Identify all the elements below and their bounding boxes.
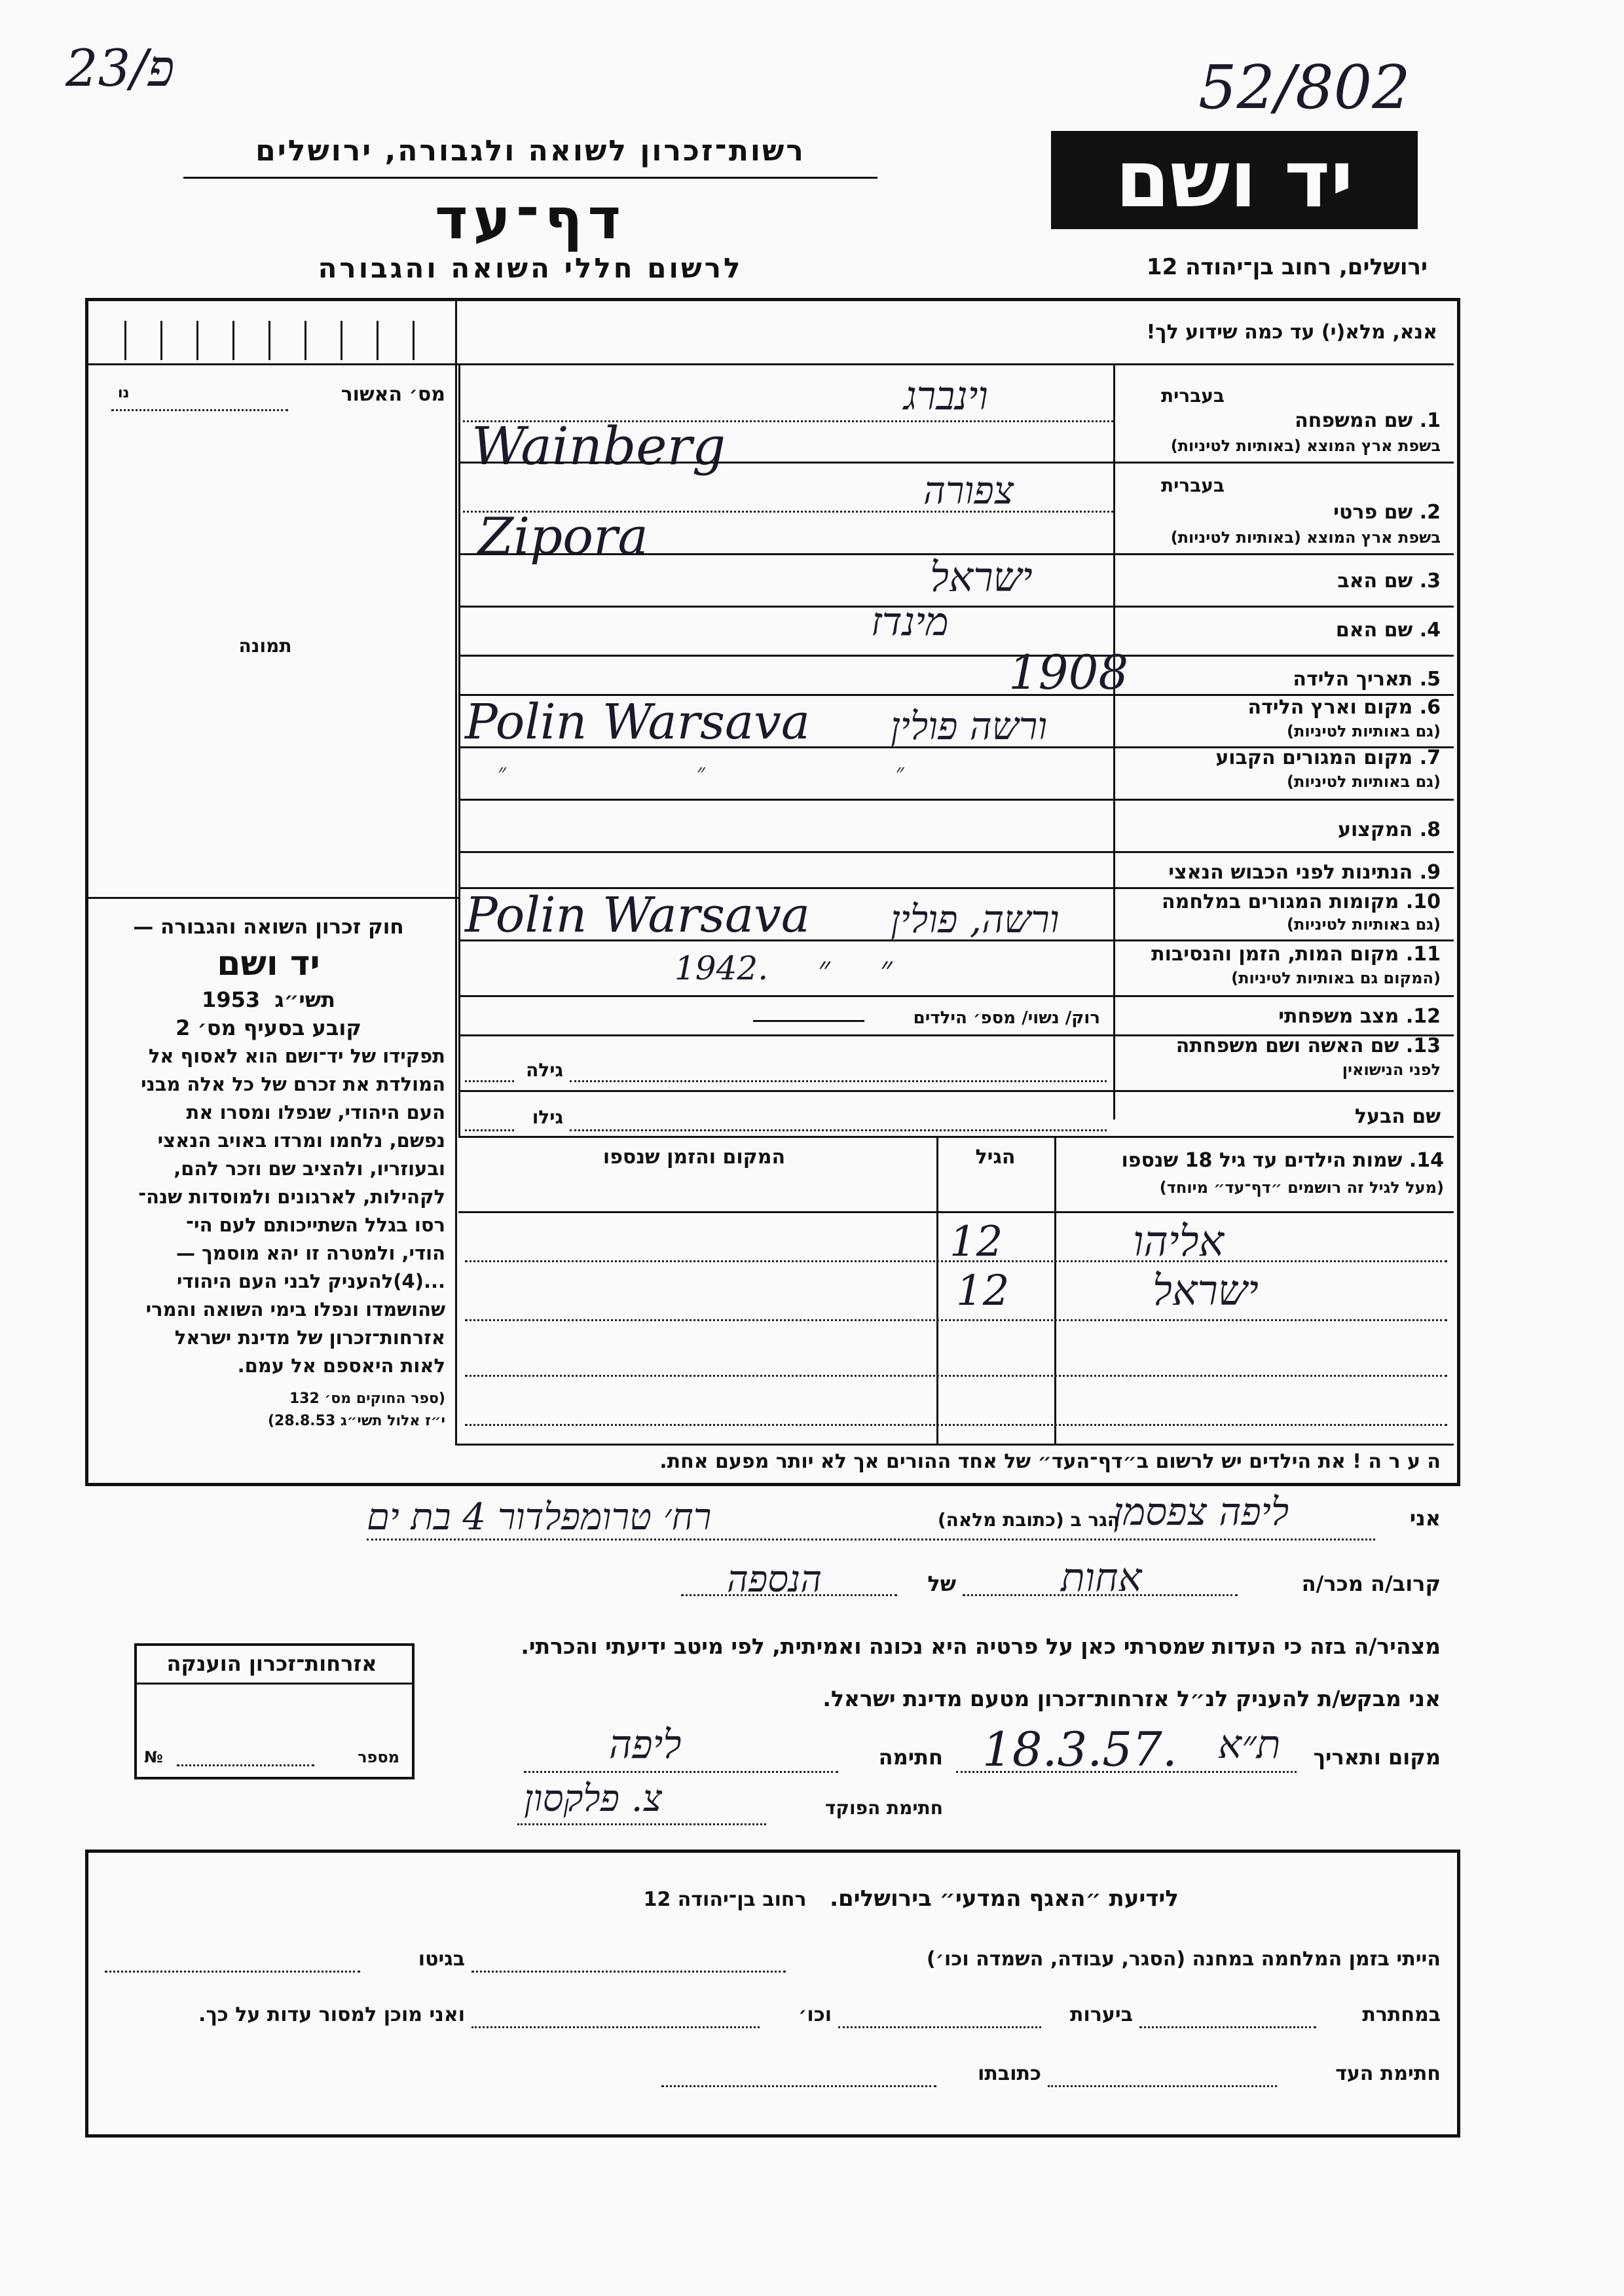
- field-death-sub: (המקום גם באותיות לטיניות): [1231, 969, 1441, 987]
- field-war-residence-label: 10. מקומות המגורים במלחמה: [1162, 890, 1441, 913]
- law-line: המולדת את זכרם של כל אלה מבני: [141, 1073, 445, 1095]
- children-place-header: המקום והזמן שנספו: [602, 1146, 786, 1169]
- of-label: של: [927, 1571, 956, 1596]
- law-line: תפקידו של יד־ושם הוא לאסוף אל: [148, 1045, 445, 1067]
- declarant-name[interactable]: ליפה צפסמן: [1113, 1489, 1289, 1534]
- law-line: ...(4)להעניק לבני העם היהודי: [176, 1270, 445, 1292]
- law-source-date: י״ז אלול תשי״ג 28.8.53): [267, 1413, 445, 1429]
- declarant-address[interactable]: רח׳ טרומפלדור 4 בת ים: [367, 1496, 712, 1539]
- war-residence-latin[interactable]: Polin Warsava: [465, 887, 810, 943]
- form-title: דף־עד: [434, 187, 627, 252]
- citizenship-box-title: אזרחות־זכרון הוענקה: [166, 1651, 377, 1676]
- citizenship-request: אני מבקש/ת להעניק לנ״ל אזרחות־זכרון מטעם מדינת ישראל.: [822, 1686, 1441, 1711]
- field-residence-label: 7. מקום המגורים הקבוע: [1215, 746, 1441, 769]
- photo-column-border: [455, 298, 457, 1444]
- declaration-statement: מצהיר/ה בזה כי העדות שמסרתי כאן על פרטיה היא נכונה ואמיתית, לפי מיטב ידיעתי והכרתי.: [521, 1633, 1441, 1659]
- header-address: ירושלים, רחוב בן־יהודה 12: [1146, 254, 1428, 280]
- hebrew-tag: בעברית: [1160, 475, 1225, 496]
- field-profession-label: 8. המקצוע: [1337, 818, 1441, 841]
- field-death-label: 11. מקום המות, הזמן והנסיבות: [1151, 943, 1441, 966]
- footer-address-label: כתובתו: [978, 2062, 1041, 2085]
- field-first-name-sub: בשפת ארץ המוצא (באותיות לטיניות): [1170, 528, 1441, 547]
- field-war-residence-sub: (גם באותיות לטיניות): [1287, 915, 1441, 934]
- wife-age-label: גילה: [526, 1059, 563, 1081]
- of-name[interactable]: הנספה: [727, 1558, 822, 1601]
- citizenship-number-sign: №: [144, 1748, 163, 1766]
- intro-divider: [458, 363, 1454, 365]
- footer-etc-label: וכו׳: [798, 2003, 832, 2026]
- children-age-header: הגיל: [975, 1146, 1016, 1169]
- field-birth-place-sub: (גם באותיות לטיניות): [1287, 722, 1441, 740]
- signature-label: חתימה: [878, 1745, 943, 1770]
- mother-name[interactable]: מינדז: [871, 599, 949, 645]
- father-name[interactable]: ישראל: [930, 553, 1033, 601]
- footer-underground-label: במחתרת: [1362, 2003, 1441, 2026]
- law-line: הודי, ולמטרה זו יהא מוסמך —: [175, 1242, 445, 1264]
- birth-place-hebrew[interactable]: ורשה פולין: [891, 704, 1048, 748]
- relation-label: קרוב/ה מכר/ה: [1301, 1571, 1441, 1596]
- field-birth-place-label: 6. מקום וארץ הלידה: [1247, 696, 1441, 719]
- field-first-name-label: 2. שם פרטי: [1333, 501, 1441, 524]
- approval-number-suffix: נו: [118, 385, 130, 401]
- field-wife-sub: לפני הנישואין: [1342, 1061, 1441, 1079]
- law-name: יד ושם: [217, 944, 320, 983]
- law-line: העם היהודי, שנפלו ומסרו את: [186, 1101, 445, 1123]
- field-residence-sub: (גם באותיות לטיניות): [1287, 773, 1441, 791]
- birth-place-latin[interactable]: Polin Warsava: [465, 694, 810, 750]
- law-year: תשי״ג 1953: [202, 987, 335, 1012]
- field-mother-label: 4. שם האם: [1335, 619, 1441, 642]
- relation-value[interactable]: אחות: [1061, 1555, 1142, 1601]
- top-left-note: 23/פ: [65, 39, 175, 98]
- children-sub: (מעל לגיל זה רושמים ״דף־עד״ מיוחד): [1159, 1178, 1444, 1197]
- place-value[interactable]: ת״א: [1218, 1722, 1281, 1768]
- yad-vashem-logo: יד ושם: [1051, 131, 1418, 229]
- hebrew-tag: בעברית: [1160, 385, 1225, 407]
- footer-witness-signature-label: חתימת העד: [1335, 2062, 1441, 2085]
- footer-camp-label: הייתי בזמן המלחמה במחנה (הסגר, עבודה, השמדה וכו׳): [927, 1948, 1441, 1971]
- officer-signature-label: חתימת הפוקד: [824, 1797, 943, 1819]
- date-value[interactable]: 18.3.57.: [982, 1722, 1177, 1777]
- citizenship-number-label: מספר: [358, 1748, 399, 1766]
- authority-underline: [183, 177, 877, 179]
- death-details[interactable]: 1942. ״ ״: [674, 949, 893, 987]
- law-source: (ספר החוקים מס׳ 132: [289, 1391, 445, 1407]
- place-date-label: מקום ותאריך: [1313, 1745, 1441, 1770]
- law-line: שהושמדו ונפלו בימי השואה והמרי: [145, 1298, 445, 1321]
- footer-forests-label: ביערות: [1070, 2003, 1133, 2026]
- law-line: נפשם, נלחמו ומרדו באויב הנאצי: [157, 1129, 445, 1152]
- officer-signature[interactable]: צ. פלקסון: [524, 1777, 662, 1820]
- first-name-latin[interactable]: Zipora: [478, 507, 648, 566]
- footer-title: לידיעת ״האגף המדעי״ בירושלים. רחוב בן־יהודה 12: [643, 1886, 1179, 1912]
- form-subtitle: לרשום חללי השואה והגבורה: [318, 252, 743, 284]
- field-marital-label: 12. מצב משפחתי: [1278, 1005, 1441, 1028]
- child-name[interactable]: אליהו: [1133, 1218, 1224, 1266]
- form-intro: אנא, מלא(י) עד כמה שידוע לך!: [1146, 321, 1437, 344]
- child-age[interactable]: 12: [956, 1267, 1010, 1315]
- first-name-hebrew[interactable]: צפורה: [923, 468, 1014, 513]
- field-citizenship-label: 9. הנתינות לפני הכבוש הנאצי: [1168, 861, 1441, 884]
- law-line: רסו בגלל השתייכותם לעם הי־: [186, 1214, 445, 1236]
- field-father-label: 3. שם האב: [1337, 570, 1441, 592]
- law-title: חוק זכרון השואה והגבורה —: [133, 915, 404, 939]
- birth-date[interactable]: 1908: [1008, 645, 1129, 700]
- signature[interactable]: ליפה: [609, 1722, 682, 1768]
- photo-label: תמונה: [238, 635, 292, 657]
- top-right-number: 52/802: [1198, 52, 1411, 122]
- war-residence-hebrew[interactable]: ורשה, פולין: [891, 897, 1060, 941]
- law-line: לקהילות, לארגונים ולמוסדות שנה־: [138, 1186, 445, 1208]
- child-age[interactable]: 12: [950, 1218, 1003, 1266]
- children-note: ה ע ר ה ! את הילדים יש לרשום ב״דף־העד״ של אחד ההורים אך לא יותר מפעם אחת.: [659, 1450, 1441, 1473]
- husband-age-label: גילו: [532, 1106, 563, 1128]
- marital-status-options[interactable]: רוק/ נשוי/ מספ׳ הילדים: [913, 1008, 1100, 1028]
- law-clause: קובע בסעיף מס׳ 2: [175, 1015, 361, 1040]
- declarant-address-label: הגר ב (כתובת מלאה): [937, 1509, 1120, 1531]
- declarant-label: אני: [1409, 1506, 1441, 1531]
- field-family-name-label: 1. שם המשפחה: [1295, 409, 1441, 432]
- field-husband-label: שם הבעל: [1354, 1105, 1441, 1128]
- approval-number-label: מס׳ האשור: [341, 383, 445, 406]
- law-line: ובעוזריו, ולהציב שם וזכר להם,: [174, 1157, 445, 1180]
- field-birth-date-label: 5. תאריך הלידה: [1293, 668, 1441, 691]
- footer-ghetto-label: בגיטו: [418, 1948, 465, 1971]
- law-sidebar: [92, 913, 445, 1432]
- child-name[interactable]: ישראל: [1153, 1267, 1259, 1315]
- law-line: אזרחות־זכרון של מדינת ישראל: [174, 1326, 445, 1349]
- barcode-strip: [111, 321, 439, 360]
- family-name-hebrew[interactable]: וינברג: [904, 373, 988, 419]
- field-wife-label: 13. שם האשה ושם משפחתה: [1175, 1034, 1441, 1057]
- field-family-name-sub: בשפת ארץ המוצא (באותיות לטיניות): [1170, 437, 1441, 455]
- children-title: 14. שמות הילדים עד גיל 18 שנספו: [1121, 1149, 1444, 1172]
- residence[interactable]: ״ ״ ״: [498, 759, 904, 786]
- family-name-latin[interactable]: Wainberg: [471, 416, 726, 477]
- footer-testimony-label: ואני מוכן למסור עדות על כך.: [198, 2003, 465, 2026]
- law-line: לאות היאספם אל עמם.: [237, 1355, 445, 1377]
- authority-title: רשות־זכרון לשואה ולגבורה, ירושלים: [255, 134, 805, 168]
